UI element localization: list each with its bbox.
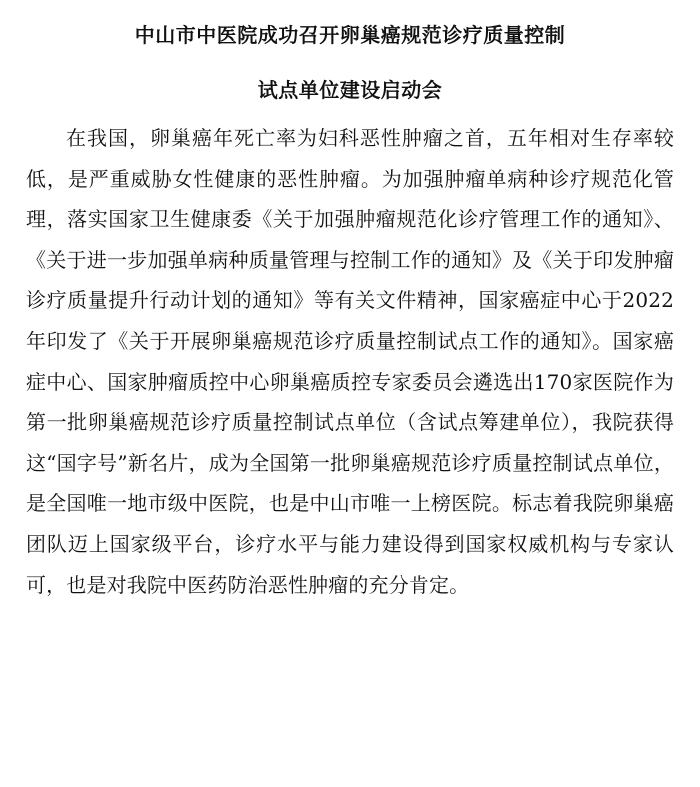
article-body-paragraph: 在我国，卵巢癌年死亡率为妇科恶性肿瘤之首，五年相对生存率较低，是严重威胁女性健康的恶性肿瘤。为加强肿瘤单病种诊疗规范化管理，落实国家卫生健康委《关于加强肿瘤规范化诊疗管理工作的通知》、《关于进一步加强单病种质量管理与控制工作的通知》及《关于印发肿瘤诊疗质量提升行动计划的通知》等有关文件精神，国家癌症中心于2022年印发了《关于开展卵巢癌规范诊疗质量控制试点工作的通知》。国家癌症中心、国家肿瘤质控中心卵巢癌质控专家委员会遴选出170家医院作为第一批卵巢癌规范诊疗质量控制试点单位（含试点筹建单位），我院获得这“国字号”新名片，成为全国第一批卵巢癌规范诊疗质量控制试点单位，是全国唯一地市级中医院，也是中山市唯一上榜医院。标志着我院卵巢癌团队迈上国家级平台，诊疗水平与能力建设得到国家权威机构与专家认可，也是对我院中医药防治恶性肿瘤的充分肯定。 — [26, 126, 674, 597]
article-title-line-1: 中山市中医院成功召开卵巢癌规范诊疗质量控制 — [134, 23, 566, 47]
article-title-line-2: 试点单位建设启动会 — [257, 78, 443, 102]
